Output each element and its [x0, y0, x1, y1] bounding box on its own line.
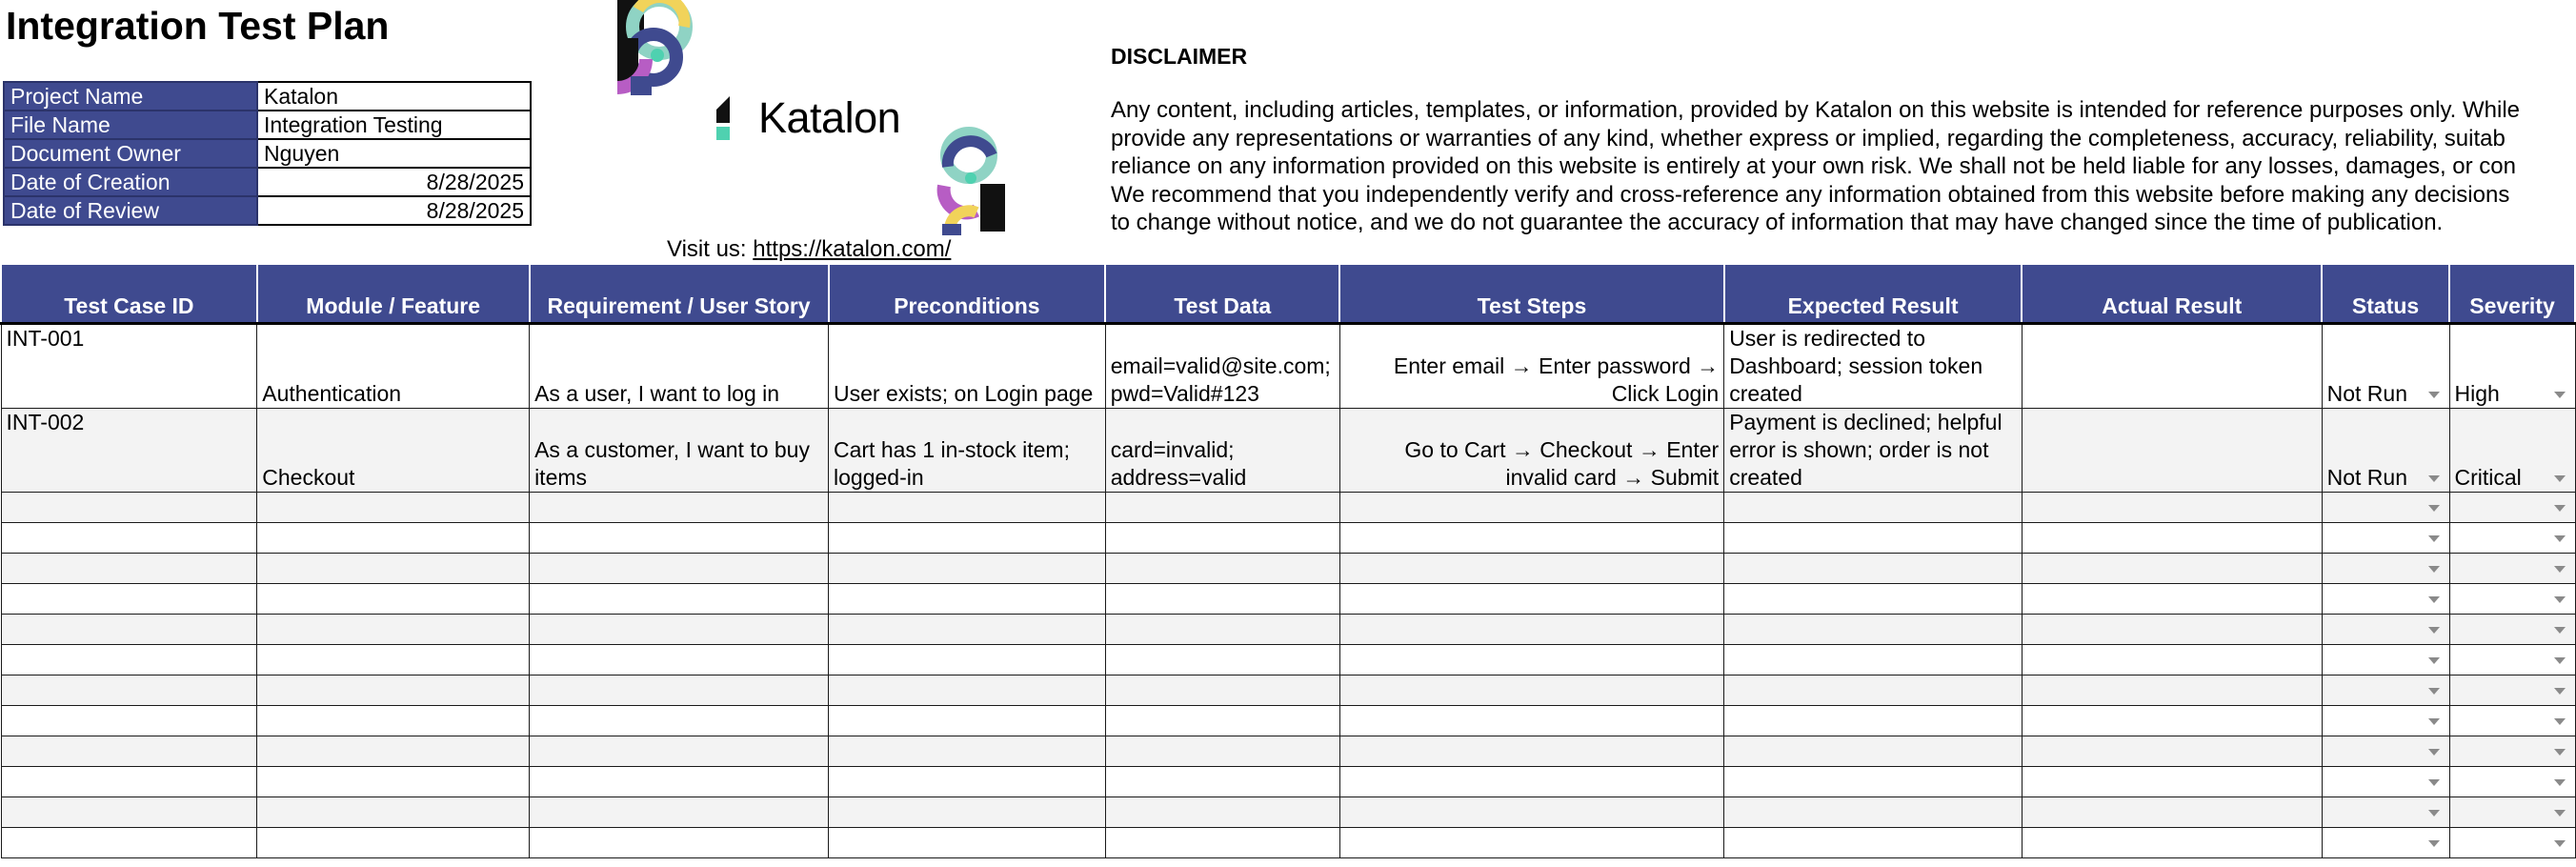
table-cell-module[interactable]: Checkout	[257, 408, 530, 492]
info-label: Project Name	[4, 82, 257, 111]
table-cell[interactable]	[2449, 644, 2575, 675]
info-label: Date of Creation	[4, 168, 257, 196]
table-cell[interactable]	[829, 522, 1106, 553]
table-cell-status[interactable]: Not Run	[2322, 408, 2449, 492]
table-cell[interactable]	[2322, 705, 2449, 736]
table-cell-requirement[interactable]: As a user, I want to log in	[530, 323, 829, 408]
table-cell[interactable]	[2322, 796, 2449, 827]
table-row	[1, 766, 2575, 796]
table-cell[interactable]	[2449, 492, 2575, 522]
table-cell[interactable]	[829, 583, 1106, 614]
column-header[interactable]: Actual Result	[2022, 264, 2322, 323]
table-row	[1, 644, 2575, 675]
info-label: Document Owner	[4, 139, 257, 168]
table-cell[interactable]	[829, 553, 1106, 583]
table-cell[interactable]	[1339, 796, 1723, 827]
table-cell[interactable]	[1, 736, 257, 766]
table-cell[interactable]	[1339, 522, 1723, 553]
table-cell[interactable]	[2449, 796, 2575, 827]
table-cell[interactable]	[257, 553, 530, 583]
table-cell[interactable]	[257, 766, 530, 796]
table-cell[interactable]	[1724, 796, 2023, 827]
table-cell[interactable]	[829, 736, 1106, 766]
table-cell[interactable]	[2449, 736, 2575, 766]
table-cell[interactable]	[1, 796, 257, 827]
table-cell[interactable]	[530, 492, 829, 522]
column-header[interactable]: Test Case ID	[1, 264, 257, 323]
table-cell[interactable]	[257, 614, 530, 644]
info-row	[4, 82, 531, 111]
table-row	[1, 614, 2575, 644]
table-row	[1, 796, 2575, 827]
table-cell[interactable]	[2322, 492, 2449, 522]
table-cell[interactable]	[530, 614, 829, 644]
info-row	[4, 168, 531, 196]
table-cell[interactable]	[257, 644, 530, 675]
test-case-table	[0, 263, 2576, 858]
table-cell[interactable]	[530, 644, 829, 675]
disclaimer-line: to change without notice, and we do not guarantee the accuracy of information that may have changed since the time of publication.	[1111, 210, 2444, 235]
table-cell[interactable]	[829, 644, 1106, 675]
table-cell[interactable]	[1339, 492, 1723, 522]
table-cell[interactable]	[829, 827, 1106, 857]
table-cell[interactable]	[2022, 796, 2322, 827]
table-cell[interactable]	[1724, 736, 2023, 766]
table-cell-steps[interactable]: Enter email → Enter password → Click Login	[1339, 323, 1723, 408]
table-row	[1, 827, 2575, 857]
table-cell[interactable]	[1105, 675, 1339, 705]
table-cell[interactable]	[2022, 675, 2322, 705]
table-cell[interactable]	[1, 553, 257, 583]
table-cell[interactable]	[1339, 675, 1723, 705]
disclaimer-line: Any content, including articles, templates, or information, provided by Katalon on this website is intended for reference purposes only. While	[1111, 97, 2521, 123]
table-cell[interactable]	[1105, 522, 1339, 553]
table-cell[interactable]	[257, 522, 530, 553]
table-cell[interactable]	[2022, 827, 2322, 857]
table-cell[interactable]	[2449, 522, 2575, 553]
info-value[interactable]: Integration Testing	[257, 111, 531, 139]
table-cell-expected[interactable]: Payment is declined; helpful error is shown; order is not created	[1724, 408, 2023, 492]
column-header[interactable]: Expected Result	[1724, 264, 2023, 323]
table-cell[interactable]	[1105, 827, 1339, 857]
table-cell-id[interactable]: INT-002	[1, 408, 257, 492]
table-row	[1, 323, 2575, 408]
table-cell[interactable]	[2449, 705, 2575, 736]
table-cell[interactable]	[1105, 644, 1339, 675]
table-cell[interactable]	[2022, 644, 2322, 675]
table-cell-test-data[interactable]: card=invalid; address=valid	[1105, 408, 1339, 492]
table-cell[interactable]	[257, 827, 530, 857]
table-cell[interactable]	[2322, 614, 2449, 644]
info-value[interactable]: Katalon	[257, 82, 531, 111]
table-cell[interactable]	[2449, 827, 2575, 857]
table-cell[interactable]	[2322, 766, 2449, 796]
table-cell[interactable]	[829, 705, 1106, 736]
disclaimer-line: reliance on any information provided on this website is entirely at your own risk. We shall not be held liable for any losses, damages, or con	[1111, 153, 2516, 179]
table-cell[interactable]	[257, 705, 530, 736]
table-row	[1, 492, 2575, 522]
table-cell[interactable]	[2022, 614, 2322, 644]
column-header[interactable]: Requirement / User Story	[530, 264, 829, 323]
table-cell[interactable]	[2022, 492, 2322, 522]
table-cell[interactable]	[1, 705, 257, 736]
table-cell[interactable]	[2322, 644, 2449, 675]
table-cell[interactable]	[829, 796, 1106, 827]
table-cell[interactable]	[2449, 553, 2575, 583]
table-cell[interactable]	[2322, 522, 2449, 553]
table-cell[interactable]	[1, 827, 257, 857]
table-cell[interactable]	[1724, 614, 2023, 644]
table-row	[1, 675, 2575, 705]
info-label: Date of Review	[4, 196, 257, 225]
table-cell-id[interactable]: INT-001	[1, 323, 257, 408]
table-cell[interactable]	[829, 492, 1106, 522]
table-cell[interactable]	[2449, 583, 2575, 614]
table-cell[interactable]	[530, 827, 829, 857]
info-value[interactable]: 8/28/2025	[257, 168, 531, 196]
table-cell[interactable]	[1, 766, 257, 796]
table-cell[interactable]	[1, 644, 257, 675]
disclaimer-title: DISCLAIMER	[1111, 44, 1248, 69]
table-cell[interactable]	[2449, 614, 2575, 644]
table-cell[interactable]	[829, 766, 1106, 796]
info-value[interactable]: 8/28/2025	[257, 196, 531, 225]
table-cell[interactable]	[1339, 705, 1723, 736]
table-cell-actual[interactable]	[2022, 323, 2322, 408]
disclaimer-line: provide any representations or warranties of any kind, whether express or implied, regarding the completeness, accuracy, reliability, suitab	[1111, 125, 2506, 151]
info-row	[4, 111, 531, 139]
table-cell-severity[interactable]: Critical	[2449, 408, 2575, 492]
table-row	[1, 522, 2575, 553]
table-cell-requirement[interactable]: As a customer, I want to buy items	[530, 408, 829, 492]
table-cell[interactable]	[1, 675, 257, 705]
table-cell[interactable]	[2322, 736, 2449, 766]
table-cell[interactable]	[2022, 553, 2322, 583]
info-label: File Name	[4, 111, 257, 139]
table-row	[1, 736, 2575, 766]
table-cell[interactable]	[1, 492, 257, 522]
table-cell-expected[interactable]: User is redirected to Dashboard; session token created	[1724, 323, 2023, 408]
table-cell[interactable]	[530, 736, 829, 766]
website-link[interactable]: https://katalon.com/	[753, 236, 952, 262]
table-cell[interactable]	[1339, 736, 1723, 766]
table-cell[interactable]	[1105, 766, 1339, 796]
table-row	[1, 553, 2575, 583]
table-cell[interactable]	[1105, 492, 1339, 522]
table-cell[interactable]	[2322, 827, 2449, 857]
table-row	[1, 408, 2575, 492]
table-cell[interactable]	[530, 675, 829, 705]
katalon-brand	[714, 93, 900, 143]
table-cell[interactable]	[530, 705, 829, 736]
table-cell[interactable]	[2022, 766, 2322, 796]
table-cell[interactable]	[2022, 583, 2322, 614]
table-cell[interactable]	[2022, 522, 2322, 553]
table-cell-preconditions[interactable]: Cart has 1 in-stock item; logged-in	[829, 408, 1106, 492]
table-cell[interactable]	[1724, 522, 2023, 553]
table-cell[interactable]	[2322, 553, 2449, 583]
table-cell[interactable]	[1724, 827, 2023, 857]
table-cell[interactable]	[1339, 644, 1723, 675]
table-cell[interactable]	[1724, 644, 2023, 675]
disclaimer-text	[1111, 96, 2576, 239]
table-cell[interactable]	[829, 675, 1106, 705]
column-header[interactable]: Severity	[2449, 264, 2575, 323]
table-cell[interactable]	[2322, 583, 2449, 614]
column-header[interactable]: Test Data	[1105, 264, 1339, 323]
table-cell[interactable]	[2449, 675, 2575, 705]
table-cell[interactable]	[1339, 827, 1723, 857]
katalon-mark-icon	[714, 94, 747, 142]
table-cell-preconditions[interactable]: User exists; on Login page	[829, 323, 1106, 408]
table-cell[interactable]	[257, 675, 530, 705]
visit-prefix: Visit us:	[667, 236, 754, 262]
table-cell-steps[interactable]: Go to Cart → Checkout → Enter invalid card → Submit	[1339, 408, 1723, 492]
table-cell[interactable]	[1105, 736, 1339, 766]
table-cell[interactable]	[530, 553, 829, 583]
table-cell-test-data[interactable]: email=valid@site.com; pwd=Valid#123	[1105, 323, 1339, 408]
table-cell[interactable]	[1105, 553, 1339, 583]
table-cell[interactable]	[1724, 705, 2023, 736]
table-cell-status[interactable]: Not Run	[2322, 323, 2449, 408]
table-cell[interactable]	[1, 583, 257, 614]
column-header[interactable]: Module / Feature	[257, 264, 530, 323]
table-cell[interactable]	[1339, 766, 1723, 796]
table-cell-module[interactable]: Authentication	[257, 323, 530, 408]
table-cell[interactable]	[530, 522, 829, 553]
table-cell[interactable]	[1105, 583, 1339, 614]
table-cell[interactable]	[1, 522, 257, 553]
table-cell[interactable]	[1724, 583, 2023, 614]
table-cell[interactable]	[530, 766, 829, 796]
info-value[interactable]: Nguyen	[257, 139, 531, 168]
table-cell[interactable]	[1339, 583, 1723, 614]
column-header[interactable]: Preconditions	[829, 264, 1106, 323]
table-cell[interactable]	[1724, 492, 2023, 522]
table-cell-severity[interactable]: High	[2449, 323, 2575, 408]
table-cell[interactable]	[530, 583, 829, 614]
disclaimer-line: We recommend that you independently verify and cross-reference any information obtained from this website before making any decisions	[1111, 181, 2510, 208]
table-cell[interactable]	[257, 736, 530, 766]
table-row	[1, 583, 2575, 614]
info-row	[4, 139, 531, 168]
table-cell[interactable]	[1724, 553, 2023, 583]
table-cell[interactable]	[2322, 675, 2449, 705]
table-cell[interactable]	[530, 796, 829, 827]
table-cell[interactable]	[1105, 705, 1339, 736]
visit-line	[667, 236, 951, 263]
table-cell[interactable]	[1724, 766, 2023, 796]
table-cell[interactable]	[1339, 614, 1723, 644]
column-header[interactable]: Test Steps	[1339, 264, 1723, 323]
table-cell[interactable]	[257, 492, 530, 522]
table-cell[interactable]	[829, 614, 1106, 644]
table-cell[interactable]	[1105, 614, 1339, 644]
table-cell[interactable]	[2449, 766, 2575, 796]
page-title: Integration Test Plan	[6, 4, 390, 48]
table-cell[interactable]	[257, 583, 530, 614]
project-info-table	[3, 81, 532, 226]
table-cell[interactable]	[1105, 796, 1339, 827]
table-cell[interactable]	[257, 796, 530, 827]
column-header[interactable]: Status	[2322, 264, 2449, 323]
table-cell[interactable]	[2022, 705, 2322, 736]
table-row	[1, 705, 2575, 736]
table-cell[interactable]	[2022, 736, 2322, 766]
info-row	[4, 196, 531, 225]
brand-name: Katalon	[758, 93, 901, 142]
table-cell[interactable]	[1724, 675, 2023, 705]
table-cell[interactable]	[1, 614, 257, 644]
table-cell[interactable]	[1339, 553, 1723, 583]
table-cell-actual[interactable]	[2022, 408, 2322, 492]
